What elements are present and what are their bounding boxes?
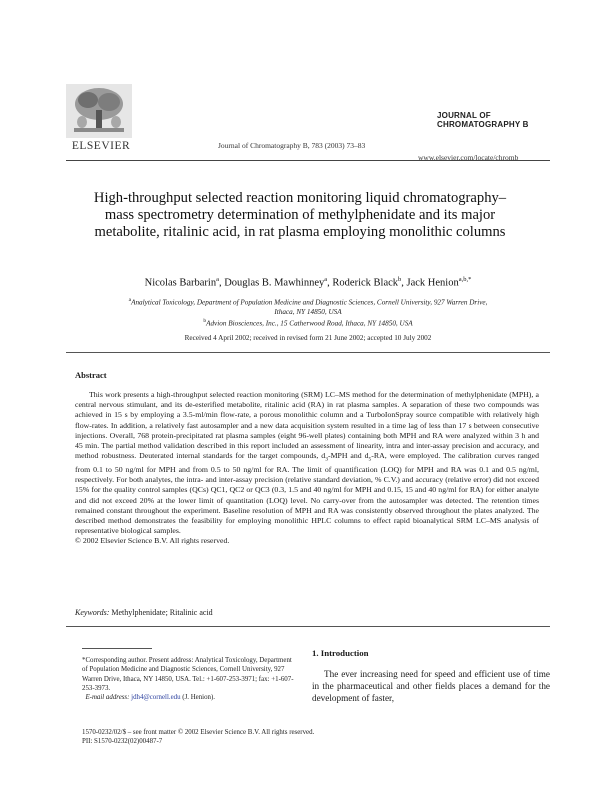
corresponding-author-footnote — [82, 656, 294, 702]
publisher-name: ELSEVIER — [71, 140, 131, 152]
affiliation-a — [66, 296, 550, 317]
publisher-info-line2: PII: S1570-0232(02)00487-7 — [82, 738, 163, 746]
introduction-body — [312, 668, 550, 705]
affiliation-b-line: Advion Biosciences, Inc., 15 Catherwood Road, Ithaca, NY 14850, USA — [206, 319, 413, 328]
affiliation-a-line1: Analytical Toxicology, Department of Population Medicine and Diagnostic Sciences, Cornell University, 927 Warren Drive, — [131, 298, 488, 307]
title-divider — [66, 352, 550, 353]
affiliation-mark: b — [203, 318, 207, 324]
subscript: 3 — [325, 456, 328, 463]
author-affil-mark: a — [324, 276, 328, 283]
journal-logo — [437, 111, 547, 129]
author-name: Douglas B. Mawhinney — [224, 277, 325, 289]
affiliation-b — [66, 317, 550, 329]
email-link[interactable]: jdh4@cornell.edu — [131, 694, 181, 702]
abstract-divider — [66, 626, 550, 627]
abstract-body — [75, 390, 539, 547]
affiliation-mark: a — [128, 297, 132, 303]
footnote-email-line — [82, 693, 294, 702]
footnote-divider — [82, 648, 152, 649]
abstract-text-part: -RA, were employed. The calibration curves ranged from 0.1 to 50 ng/ml for MPH and from 0.5 to 50 ng/ml for RA. The limit of quantification (LOQ) for MPH and RA was 0.1 and 0.5 ng/ml, respectively. For both analytes, the intra- and inter-assay precision (relative standard deviation, % C.V.) and accuracy (relative error) did not exceed 15% for the quality control samples (QCs) QC1, QC2 or QC3 (0.3, 1.5 and 40 ng/ml for MPH and 0.15, 15 and 40 ng/ml for RA) for either analyte and did not exceed 20% at the lower limit of quantitation (LOQ) level. No carry-over from the autosampler was detected. The retention times remained constant throughout the experiment. Baseline resolution of MPH and RA was consistently observed throughout the plates analyzed. The described method demonstrates the feasibility for employing monolithic HPLC columns to effect rapid bioanalytical SRM LC–MS analysis of representative biological samples. — [75, 451, 540, 536]
article-title: High-throughput selected reaction monitoring liquid chromatography–mass spectrometry determination of methylphenidate and its major metabolite, ritalinic acid, in rat plasma employing monolithic columns — [93, 190, 507, 240]
section-heading-introduction: 1. Introduction — [312, 648, 369, 658]
abstract-text-part: -MPH and d — [327, 451, 369, 461]
header-divider — [66, 160, 550, 161]
author-affil-mark: a — [216, 276, 219, 283]
author-affil-mark: a,b,* — [458, 276, 472, 283]
abstract-copyright: © 2002 Elsevier Science B.V. All rights reserved. — [75, 536, 230, 546]
journal-logo-line1: JOURNAL OF — [437, 111, 491, 120]
affiliation-a-line2: Ithaca, NY 14850, USA — [274, 307, 342, 316]
author-name: Roderick Black — [332, 277, 399, 289]
keywords — [75, 608, 213, 617]
author-list: Nicolas Barbarin$^a$, Douglas B. Mawhinney$^a$, Roderick Black$^b$, Jack Henion$^{a,b,*}$ — [144, 276, 472, 289]
introduction-paragraph: The ever increasing need for speed and efficient use of time in the pharmaceutical and other fields places a demand for the development of faster, — [312, 669, 550, 704]
author-name: Nicolas Barbarin — [144, 277, 217, 289]
journal-url[interactable]: www.elsevier.com/locate/chromb — [418, 153, 519, 162]
abstract-text-part: This work presents a high-throughput selected reaction monitoring (SRM) LC–MS method for the determination of methylphenidate (MPH), a central nervous stimulant, and its de-esterified metabolite, ritalinic acid (RA) in rat plasma samples. A separation of these two compounds was achieved in 15 s by employing a 3.5-ml/min flow-rate, a porous monolithic column and a TurboIonSpray source compatible with relatively high flow-rates. In addition, a relatively fast autosampler and a new data acquisition system resulted in a time lag of less than 17 s between consecutive injections. Overall, 768 protein-precipitated rat plasma samples (eight 96-well plates) containing both MPH and RA were analyzed within 3 h and 45 min. The partial method validation described in this report included an assessment of linearity, intra and inter-assay precision and accuracy, and method robustness. Deuterated internal standards for the target compounds, d — [75, 390, 539, 461]
author-affil-mark: b — [398, 276, 402, 283]
author-name: Jack Henion — [406, 277, 459, 289]
footnote-text: *Corresponding author. Present address: Analytical Toxicology, Department of Population Medicine and Diagnostic Sciences, Cornell University, 927 Warren Drive, Ithaca, NY 14850, USA. Tel.: +1-607-253-3971; fax: +1-607-253-3973. — [82, 657, 294, 692]
email-label: E-mail address: — [85, 694, 130, 702]
abstract-heading: Abstract — [75, 370, 107, 380]
publisher-info-line1: 1570-0232/02/$ – see front matter © 2002 Elsevier Science B.V. All rights reserved. — [82, 729, 315, 736]
abstract-paragraph — [75, 390, 539, 536]
received-dates: Received 4 April 2002; received in revised form 21 June 2002; accepted 10 July 2002 — [184, 334, 432, 342]
subscript: 5 — [368, 456, 372, 463]
email-suffix: (J. Henion). — [180, 694, 216, 702]
journal-citation: Journal of Chromatography B, 783 (2003) 73–83 — [218, 141, 366, 150]
publisher-info — [82, 728, 382, 747]
keywords-label: Keywords: — [75, 608, 110, 617]
elsevier-tree-logo — [66, 84, 132, 138]
keywords-text: Methylphenidate; Ritalinic acid — [111, 608, 213, 617]
journal-logo-line2: CHROMATOGRAPHY B — [437, 120, 529, 129]
